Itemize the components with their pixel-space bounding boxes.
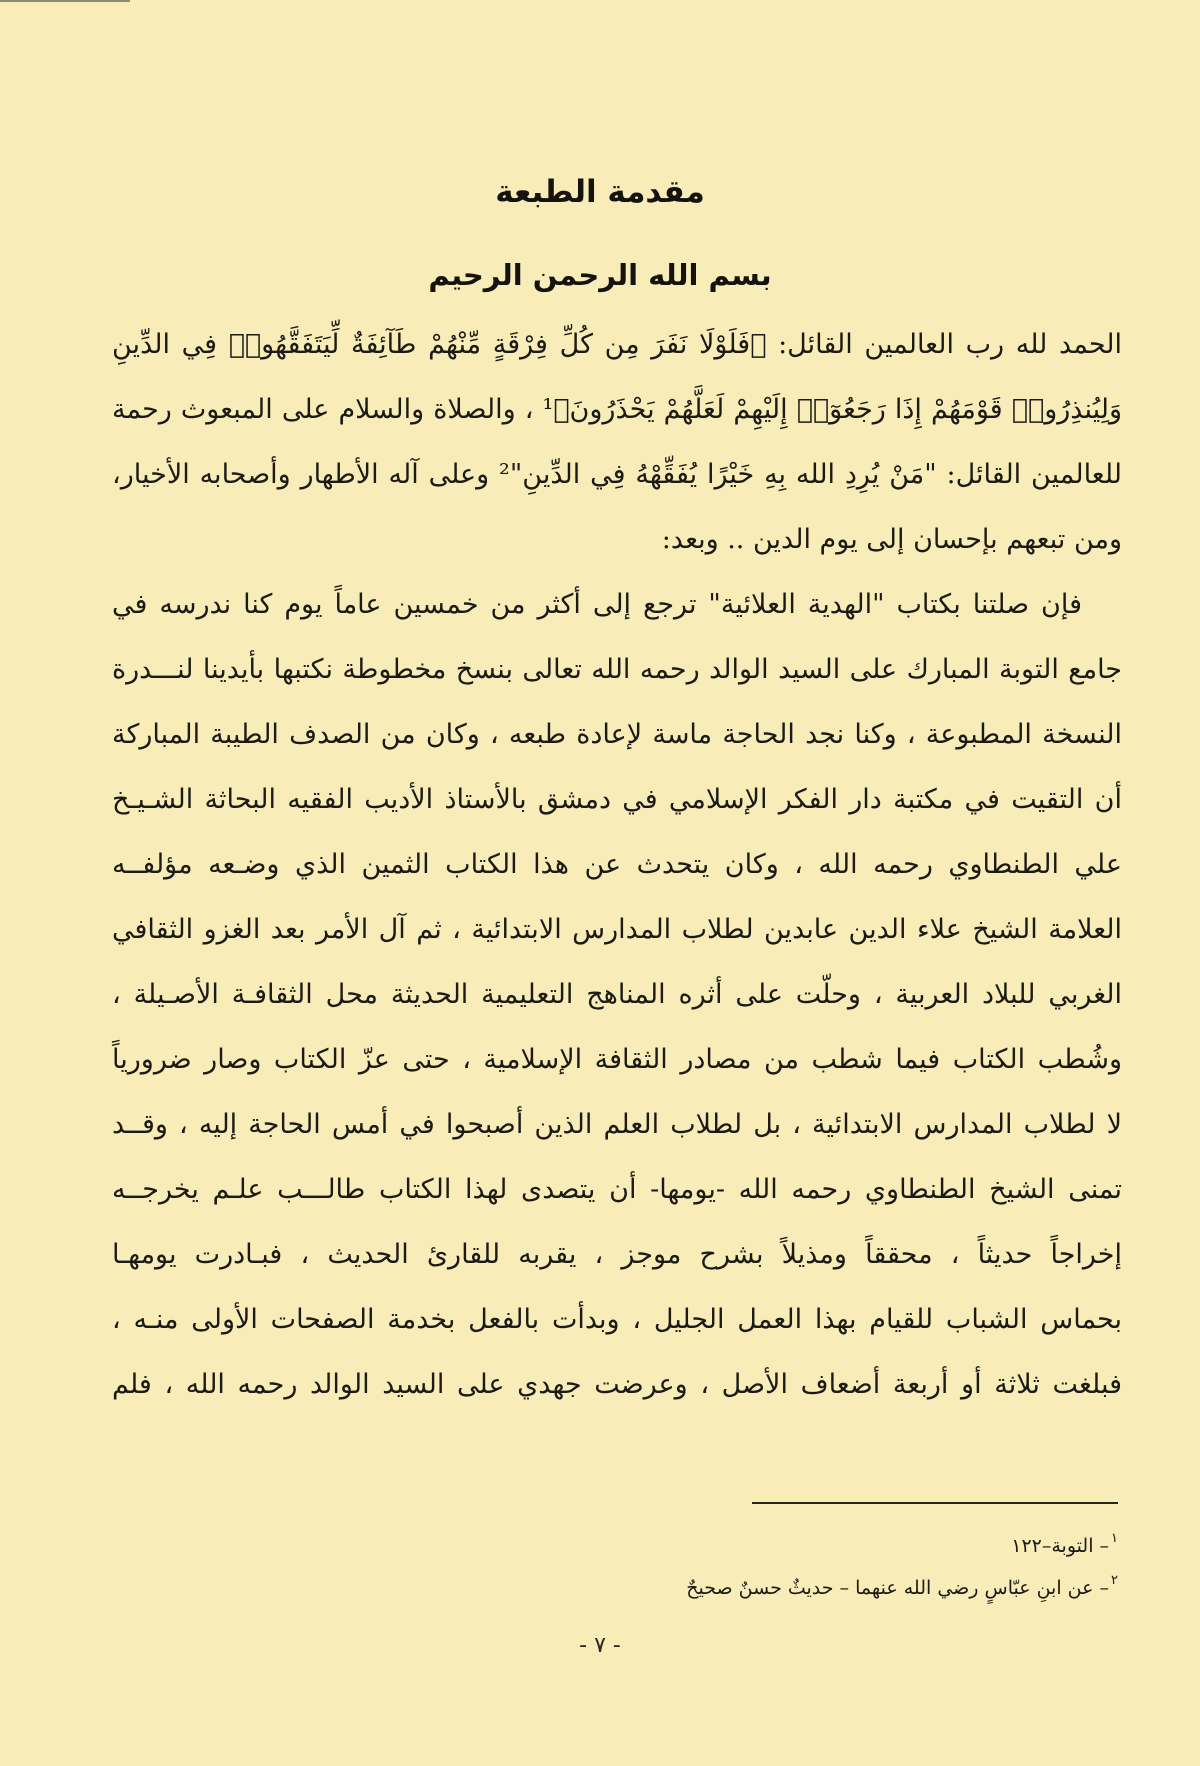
footnote-text: – عن ابنِ عبّاسٍ رضي الله عنهما – حديثٌ حسنٌ صحيحٌ [686,1577,1110,1599]
footnote-2 [518,1567,1118,1609]
text-line: وَلِيُنذِرُوا۟ قَوْمَهُمْ إِذَا رَجَعُوٓا۟ إِلَيْهِمْ لَعَلَّهُمْ يَحْذَرُونَ﴾¹ ، والصلاة والسلام على المبعوث رحمة [112,394,1122,425]
text-line: النسخة المطبوعة ، وكنا نجد الحاجة ماسة لإعادة طبعه ، وكان من الصدف الطيبة المباركة [112,719,1122,750]
text-line: لا لطلاب المدارس الابتدائية ، بل لطلاب العلم الذين أصبحوا في أمس الحاجة إليه ، وقــد [112,1109,1122,1140]
text-line: فإن صلتنا بكتاب "الهدية العلائية" ترجع إلى أكثر من خمسين عاماً يوم كنا ندرسه في [112,589,1082,620]
page-number: - ٧ - [579,1633,621,1658]
footnotes [518,1525,1118,1609]
text-line: إخراجاً حديثاً ، محققاً ومذيلاً بشرح موجز ، يقربه للقارئ الحديث ، فبـادرت يومهـا [112,1239,1122,1270]
body-text [112,312,1122,1417]
text-line: للعالمين القائل: "مَنْ يُرِدِ الله بِهِ خَيْرًا يُفَقِّهْهُ فِي الدِّينِ"² وعلى آله الأطهار وأصحابه الأخيار، [112,459,1122,490]
text-line: علي الطنطاوي رحمه الله ، وكان يتحدث عن هذا الكتاب الثمين الذي وضـعه مؤلفــه [112,849,1122,880]
basmala: بسم الله الرحمن الرحيم [428,258,772,292]
text-line: أن التقيت في مكتبة دار الفكر الإسلامي في دمشق بالأستاذ الأديب الفقيه البحاثة الشـيـخ [112,784,1122,815]
text-line: جامع التوبة المبارك على السيد الوالد رحمه الله تعالى بنسخ مخطوطة نكتبها بأيدينا لنـــدرة [112,654,1122,685]
text-line: تمنى الشيخ الطنطاوي رحمه الله -يومها- أن يتصدى لهذا الكتاب طالـــب علـم يخرجــه [112,1174,1122,1205]
text-line: العلامة الشيخ علاء الدين عابدين لطلاب المدارس الابتدائية ، ثم آل الأمر بعد الغزو الثقافي [112,914,1122,945]
text-line: ومن تبعهم بإحسان إلى يوم الدين .. وبعد: [661,524,1122,555]
footnote-1 [518,1525,1118,1567]
footnote-separator [752,1502,1118,1504]
text-line: وشُطب الكتاب فيما شطب من مصادر الثقافة الإسلامية ، حتى عزّ الكتاب وصار ضرورياً [112,1044,1122,1075]
page-title: مقدمة الطبعة [495,174,705,210]
footnote-number: ٢ [1111,1572,1118,1588]
text-line: الحمد لله رب العالمين القائل: ﴿فَلَوْلَا نَفَرَ مِن كُلِّ فِرْقَةٍ مِّنْهُمْ طَآئِفَةٌ لِّيَتَفَقَّهُوا۟ فِي الدِّينِ [112,329,1122,360]
text-line: الغربي للبلاد العربية ، وحلّت على أثره المناهج التعليمية الحديثة محل الثقافـة الأصـيلة ، [112,979,1122,1010]
footnote-number: ١ [1111,1530,1118,1546]
footnote-text: – التوبة–١٢٢ [1011,1535,1110,1557]
text-line: فبلغت ثلاثة أو أربعة أضعاف الأصل ، وعرضت جهدي على السيد الوالد رحمه الله ، فلم [112,1369,1122,1400]
text-line: بحماس الشباب للقيام بهذا العمل الجليل ، وبدأت بالفعل بخدمة الصفحات الأولى منـه ، [112,1304,1122,1335]
